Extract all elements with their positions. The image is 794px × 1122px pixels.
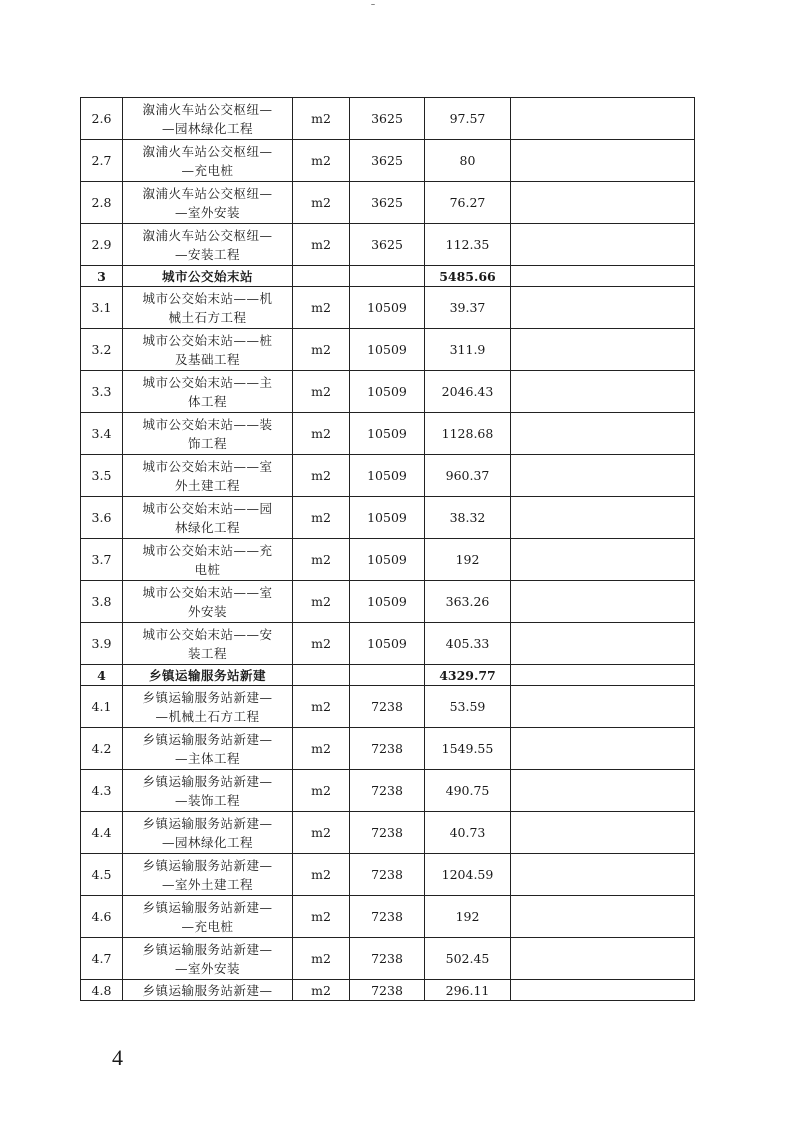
item-number-cell: 4.7 bbox=[81, 938, 123, 980]
table-row bbox=[81, 455, 695, 497]
unit-cell: m2 bbox=[293, 854, 350, 896]
unit-cell: m2 bbox=[293, 413, 350, 455]
amount-cell: 192 bbox=[425, 539, 511, 581]
budget-table bbox=[80, 97, 695, 1001]
table-row bbox=[81, 98, 695, 140]
amount-cell: 296.11 bbox=[425, 980, 511, 1001]
note-cell bbox=[511, 539, 695, 581]
amount-cell: 53.59 bbox=[425, 686, 511, 728]
table-row bbox=[81, 182, 695, 224]
quantity-cell: 7238 bbox=[350, 938, 425, 980]
item-name-line: —室外安装 bbox=[174, 960, 240, 976]
quantity-cell: 7238 bbox=[350, 770, 425, 812]
item-name-line: 乡镇运输服务站新建— bbox=[142, 941, 273, 957]
item-name-cell bbox=[123, 140, 293, 182]
note-cell bbox=[511, 266, 695, 287]
item-name-line: 及基础工程 bbox=[174, 351, 240, 367]
note-cell bbox=[511, 182, 695, 224]
item-name-cell bbox=[123, 854, 293, 896]
item-name-cell bbox=[123, 938, 293, 980]
table-row bbox=[81, 623, 695, 665]
note-cell bbox=[511, 623, 695, 665]
unit-cell bbox=[293, 665, 350, 686]
table-row bbox=[81, 812, 695, 854]
item-number-cell: 2.8 bbox=[81, 182, 123, 224]
note-cell bbox=[511, 854, 695, 896]
unit-cell: m2 bbox=[293, 539, 350, 581]
item-name-cell bbox=[123, 581, 293, 623]
item-number-cell: 3.2 bbox=[81, 329, 123, 371]
unit-cell: m2 bbox=[293, 980, 350, 1001]
amount-cell: 1549.55 bbox=[425, 728, 511, 770]
table-row bbox=[81, 896, 695, 938]
item-name-cell bbox=[123, 980, 293, 1001]
item-number-cell: 3.8 bbox=[81, 581, 123, 623]
quantity-cell: 10509 bbox=[350, 287, 425, 329]
amount-cell: 38.32 bbox=[425, 497, 511, 539]
item-name-cell bbox=[123, 287, 293, 329]
unit-cell: m2 bbox=[293, 497, 350, 539]
item-name-line: 溆浦火车站公交枢纽— bbox=[142, 227, 273, 243]
unit-cell: m2 bbox=[293, 581, 350, 623]
item-number-cell: 3 bbox=[81, 266, 123, 287]
item-name-line: 乡镇运输服务站新建— bbox=[142, 982, 273, 998]
scan-mark: ¯ bbox=[370, 2, 376, 16]
item-name-line: —机械土石方工程 bbox=[155, 708, 260, 724]
amount-cell: 112.35 bbox=[425, 224, 511, 266]
section-row bbox=[81, 665, 695, 686]
note-cell bbox=[511, 980, 695, 1001]
note-cell bbox=[511, 98, 695, 140]
unit-cell: m2 bbox=[293, 224, 350, 266]
amount-cell: 1128.68 bbox=[425, 413, 511, 455]
amount-cell: 405.33 bbox=[425, 623, 511, 665]
note-cell bbox=[511, 896, 695, 938]
item-number-cell: 4.2 bbox=[81, 728, 123, 770]
amount-cell: 80 bbox=[425, 140, 511, 182]
quantity-cell: 7238 bbox=[350, 854, 425, 896]
amount-cell: 1204.59 bbox=[425, 854, 511, 896]
quantity-cell: 7238 bbox=[350, 980, 425, 1001]
quantity-cell: 7238 bbox=[350, 728, 425, 770]
unit-cell: m2 bbox=[293, 728, 350, 770]
quantity-cell bbox=[350, 665, 425, 686]
item-number-cell: 3.5 bbox=[81, 455, 123, 497]
quantity-cell: 10509 bbox=[350, 581, 425, 623]
item-name-cell bbox=[123, 266, 293, 287]
note-cell bbox=[511, 371, 695, 413]
quantity-cell: 10509 bbox=[350, 329, 425, 371]
note-cell bbox=[511, 812, 695, 854]
table-row bbox=[81, 371, 695, 413]
item-name-line: 饰工程 bbox=[187, 435, 227, 451]
item-number-cell: 3.9 bbox=[81, 623, 123, 665]
item-name-line: 城市公交始末站——桩 bbox=[142, 332, 273, 348]
unit-cell: m2 bbox=[293, 329, 350, 371]
unit-cell bbox=[293, 266, 350, 287]
item-name-cell bbox=[123, 371, 293, 413]
table-row bbox=[81, 938, 695, 980]
item-name-line: 城市公交始末站——园 bbox=[142, 500, 273, 516]
note-cell bbox=[511, 581, 695, 623]
table-row bbox=[81, 539, 695, 581]
item-name-line: 城市公交始末站——机 bbox=[142, 290, 273, 306]
quantity-cell: 10509 bbox=[350, 371, 425, 413]
table-row bbox=[81, 854, 695, 896]
table-row bbox=[81, 287, 695, 329]
note-cell bbox=[511, 287, 695, 329]
item-name-line: 溆浦火车站公交枢纽— bbox=[142, 101, 273, 117]
amount-cell: 76.27 bbox=[425, 182, 511, 224]
item-name-line: 城市公交始末站——装 bbox=[142, 416, 273, 432]
amount-cell: 363.26 bbox=[425, 581, 511, 623]
item-name-cell bbox=[123, 896, 293, 938]
note-cell bbox=[511, 455, 695, 497]
item-name-line: 体工程 bbox=[187, 393, 227, 409]
note-cell bbox=[511, 224, 695, 266]
note-cell bbox=[511, 770, 695, 812]
quantity-cell bbox=[350, 266, 425, 287]
item-name-line: 城市公交始末站——主 bbox=[142, 374, 273, 390]
amount-cell: 39.37 bbox=[425, 287, 511, 329]
item-name-line: —园林绿化工程 bbox=[161, 120, 253, 136]
amount-cell: 960.37 bbox=[425, 455, 511, 497]
amount-cell: 502.45 bbox=[425, 938, 511, 980]
quantity-cell: 3625 bbox=[350, 98, 425, 140]
item-number-cell: 4.3 bbox=[81, 770, 123, 812]
quantity-cell: 3625 bbox=[350, 182, 425, 224]
item-number-cell: 4.5 bbox=[81, 854, 123, 896]
item-number-cell: 2.9 bbox=[81, 224, 123, 266]
item-number-cell: 2.7 bbox=[81, 140, 123, 182]
quantity-cell: 3625 bbox=[350, 224, 425, 266]
table-row bbox=[81, 413, 695, 455]
amount-cell: 311.9 bbox=[425, 329, 511, 371]
note-cell bbox=[511, 413, 695, 455]
quantity-cell: 7238 bbox=[350, 686, 425, 728]
item-name-cell bbox=[123, 812, 293, 854]
table-row bbox=[81, 980, 695, 1001]
item-name-line: 城市公交始末站——安 bbox=[142, 626, 273, 642]
quantity-cell: 10509 bbox=[350, 413, 425, 455]
item-name-cell bbox=[123, 224, 293, 266]
item-number-cell: 4.4 bbox=[81, 812, 123, 854]
item-name-line: —充电桩 bbox=[181, 162, 234, 178]
item-name-line: 乡镇运输服务站新建— bbox=[142, 689, 273, 705]
item-name-cell bbox=[123, 413, 293, 455]
amount-cell: 192 bbox=[425, 896, 511, 938]
quantity-cell: 10509 bbox=[350, 497, 425, 539]
item-name-cell bbox=[123, 98, 293, 140]
quantity-cell: 10509 bbox=[350, 623, 425, 665]
item-name-line: 装工程 bbox=[187, 645, 227, 661]
quantity-cell: 7238 bbox=[350, 896, 425, 938]
item-name-line: 溆浦火车站公交枢纽— bbox=[142, 143, 273, 159]
item-name-line: 外土建工程 bbox=[174, 477, 240, 493]
amount-cell: 2046.43 bbox=[425, 371, 511, 413]
unit-cell: m2 bbox=[293, 287, 350, 329]
note-cell bbox=[511, 728, 695, 770]
table-row bbox=[81, 728, 695, 770]
item-name-line: 外安装 bbox=[187, 603, 227, 619]
item-name-line: 乡镇运输服务站新建 bbox=[148, 667, 266, 683]
unit-cell: m2 bbox=[293, 455, 350, 497]
item-name-line: 乡镇运输服务站新建— bbox=[142, 815, 273, 831]
item-name-line: 城市公交始末站——室 bbox=[142, 584, 273, 600]
item-name-line: —装饰工程 bbox=[174, 792, 240, 808]
item-name-line: —室外安装 bbox=[174, 204, 240, 220]
note-cell bbox=[511, 665, 695, 686]
quantity-cell: 7238 bbox=[350, 812, 425, 854]
item-number-cell: 3.4 bbox=[81, 413, 123, 455]
section-row bbox=[81, 266, 695, 287]
item-name-line: 械土石方工程 bbox=[168, 309, 247, 325]
table-row bbox=[81, 224, 695, 266]
page-number: 4 bbox=[112, 1045, 123, 1070]
note-cell bbox=[511, 686, 695, 728]
table-row bbox=[81, 329, 695, 371]
unit-cell: m2 bbox=[293, 371, 350, 413]
item-name-line: 城市公交始末站 bbox=[161, 268, 253, 284]
unit-cell: m2 bbox=[293, 770, 350, 812]
table-row bbox=[81, 497, 695, 539]
budget-table-body bbox=[81, 98, 695, 1001]
item-name-cell bbox=[123, 770, 293, 812]
item-name-line: 乡镇运输服务站新建— bbox=[142, 857, 273, 873]
item-name-cell bbox=[123, 329, 293, 371]
item-name-line: —主体工程 bbox=[174, 750, 240, 766]
item-name-line: 电桩 bbox=[194, 561, 221, 577]
item-number-cell: 3.6 bbox=[81, 497, 123, 539]
item-number-cell: 4.8 bbox=[81, 980, 123, 1001]
item-name-line: 城市公交始末站——充 bbox=[142, 542, 273, 558]
amount-cell: 97.57 bbox=[425, 98, 511, 140]
item-name-line: 城市公交始末站——室 bbox=[142, 458, 273, 474]
note-cell bbox=[511, 140, 695, 182]
item-name-line: —室外土建工程 bbox=[161, 876, 253, 892]
quantity-cell: 10509 bbox=[350, 539, 425, 581]
item-number-cell: 4.1 bbox=[81, 686, 123, 728]
item-name-line: —充电桩 bbox=[181, 918, 234, 934]
item-name-cell bbox=[123, 686, 293, 728]
table-row bbox=[81, 686, 695, 728]
item-name-line: 乡镇运输服务站新建— bbox=[142, 773, 273, 789]
item-name-cell bbox=[123, 539, 293, 581]
amount-cell: 5485.66 bbox=[425, 266, 511, 287]
unit-cell: m2 bbox=[293, 140, 350, 182]
item-name-line: —园林绿化工程 bbox=[161, 834, 253, 850]
amount-cell: 40.73 bbox=[425, 812, 511, 854]
unit-cell: m2 bbox=[293, 686, 350, 728]
item-name-cell bbox=[123, 623, 293, 665]
item-name-line: 乡镇运输服务站新建— bbox=[142, 899, 273, 915]
item-name-line: 林绿化工程 bbox=[174, 519, 240, 535]
unit-cell: m2 bbox=[293, 938, 350, 980]
item-name-cell bbox=[123, 182, 293, 224]
unit-cell: m2 bbox=[293, 182, 350, 224]
item-number-cell: 3.7 bbox=[81, 539, 123, 581]
item-number-cell: 4 bbox=[81, 665, 123, 686]
note-cell bbox=[511, 329, 695, 371]
table-row bbox=[81, 140, 695, 182]
quantity-cell: 3625 bbox=[350, 140, 425, 182]
item-number-cell: 4.6 bbox=[81, 896, 123, 938]
amount-cell: 490.75 bbox=[425, 770, 511, 812]
item-name-cell bbox=[123, 455, 293, 497]
note-cell bbox=[511, 938, 695, 980]
item-number-cell: 2.6 bbox=[81, 98, 123, 140]
unit-cell: m2 bbox=[293, 623, 350, 665]
item-number-cell: 3.3 bbox=[81, 371, 123, 413]
table-row bbox=[81, 581, 695, 623]
unit-cell: m2 bbox=[293, 812, 350, 854]
note-cell bbox=[511, 497, 695, 539]
item-name-line: 溆浦火车站公交枢纽— bbox=[142, 185, 273, 201]
quantity-cell: 10509 bbox=[350, 455, 425, 497]
item-name-line: —安装工程 bbox=[174, 246, 240, 262]
item-name-cell bbox=[123, 728, 293, 770]
item-name-cell bbox=[123, 665, 293, 686]
item-name-cell bbox=[123, 497, 293, 539]
unit-cell: m2 bbox=[293, 98, 350, 140]
item-name-line: 乡镇运输服务站新建— bbox=[142, 731, 273, 747]
item-number-cell: 3.1 bbox=[81, 287, 123, 329]
unit-cell: m2 bbox=[293, 896, 350, 938]
table-row bbox=[81, 770, 695, 812]
amount-cell: 4329.77 bbox=[425, 665, 511, 686]
